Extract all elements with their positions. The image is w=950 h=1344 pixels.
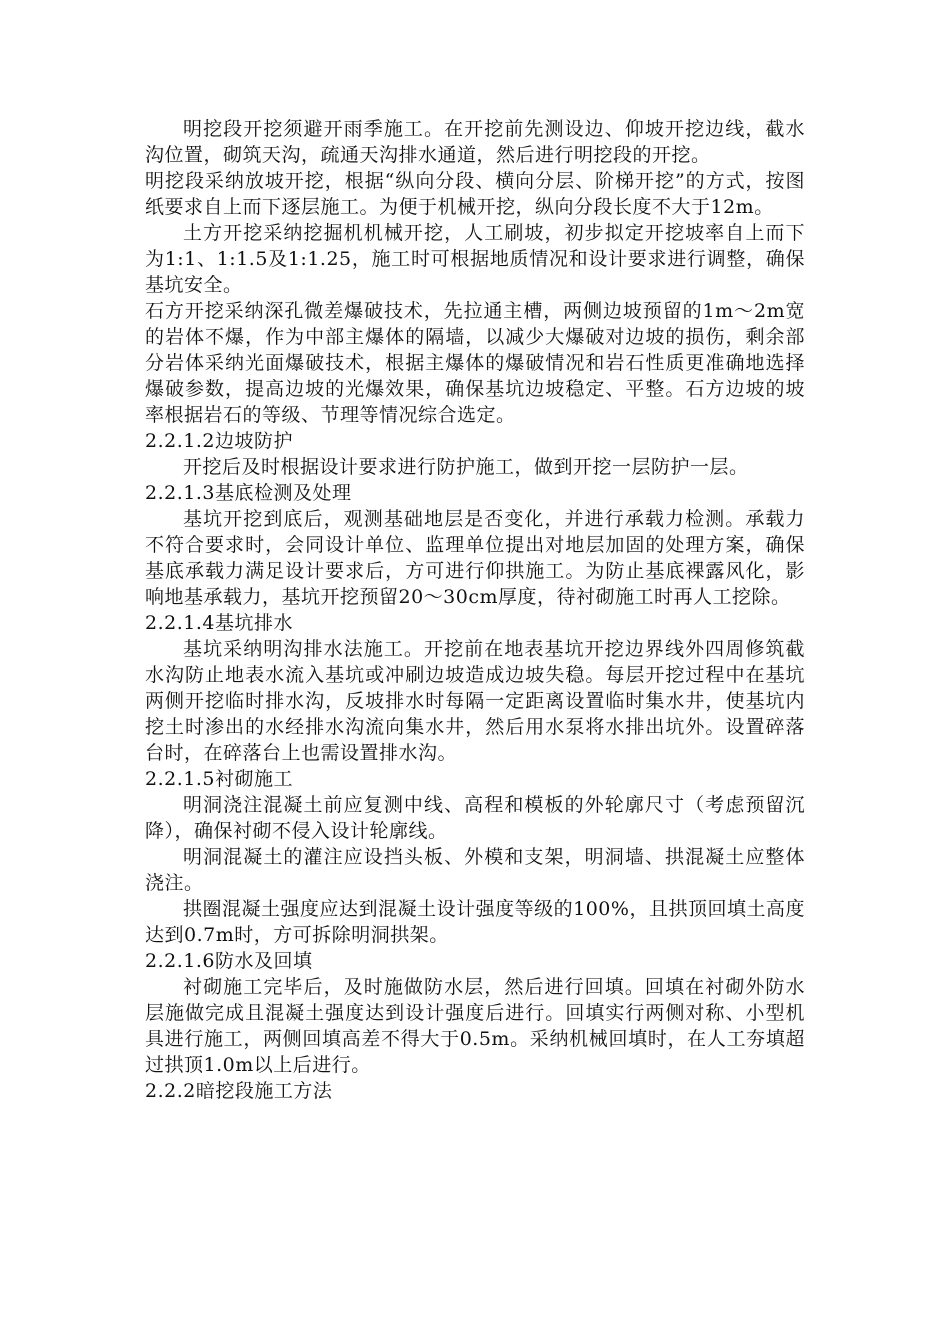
paragraph-slope-protection: 开挖后及时根据设计要求进行防护施工，做到开挖一层防护一层。 (183, 456, 749, 478)
paragraph-earthwork-excavation: 土方开挖采纳挖掘机机械开挖，人工刷坡，初步拟定开挖坡率自上而下为1:1、1:1.5及1:1.25，施工时可根据地质情况和设计要求进行调整，确保基坑安全。 (145, 222, 805, 296)
section-heading-undercut-method: 2.2.2暗挖段施工方法 (145, 1080, 333, 1102)
paragraph-rock-blasting: 石方开挖采纳深孔微差爆破技术，先拉通主槽，两侧边坡预留的1m～2m宽的岩体不爆，作为中部主爆体的隔墙，以减少大爆破对边坡的损伤，剩余部分岩体采纳光面爆破技术，根据主爆体的爆破情况和岩石性质更准确地选择爆破参数，提高边坡的光爆效果，确保基坑边坡稳定、平整。石方边坡的坡率根据岩石的等级、节理等情况综合选定。 (145, 300, 805, 426)
section-heading-lining-construction: 2.2.1.5衬砌施工 (145, 768, 293, 790)
paragraph-open-cut-excavation-season: 明挖段开挖须避开雨季施工。在开挖前先测设边、仰坡开挖边线，截水沟位置，砌筑天沟，疏通天沟排水通道，然后进行明挖段的开挖。 (145, 118, 805, 166)
paragraph-waterproofing-backfill: 衬砌施工完毕后，及时施做防水层，然后进行回填。回填在衬砌外防水层施做完成且混凝土强度达到设计强度后进行。回填实行两侧对称、小型机具进行施工，两侧回填高差不得大于0.5m。采纳机械回填时，在人工夯填超过拱顶1.0m以上后进行。 (145, 976, 805, 1076)
paragraph-pit-drainage: 基坑采纳明沟排水法施工。开挖前在地表基坑开挖边界线外四周修筑截水沟防止地表水流入基坑或冲刷边坡造成边坡失稳。每层开挖过程中在基坑两侧开挖临时排水沟，反坡排水时每隔一定距离设置临时集水井，使基坑内挖土时渗出的水经排水沟流向集水井，然后用水泵将水排出坑外。设置碎落台时，在碎落台上也需设置排水沟。 (145, 638, 805, 764)
paragraph-arch-strength: 拱圈混凝土强度应达到混凝土设计强度等级的100%，且拱顶回填土高度达到0.7m时，方可拆除明洞拱架。 (145, 898, 805, 946)
section-heading-waterproofing-backfill: 2.2.1.6防水及回填 (145, 950, 313, 972)
paragraph-lining-pouring: 明洞混凝土的灌注应设挡头板、外模和支架，明洞墙、拱混凝土应整体浇注。 (145, 846, 805, 894)
paragraph-base-inspection: 基坑开挖到底后，观测基础地层是否变化，并进行承载力检测。承载力不符合要求时，会同设计单位、监理单位提出对地层加固的处理方案，确保基底承载力满足设计要求后，方可进行仰拱施工。为防止基底裸露风化，影响地基承载力，基坑开挖预留20～30cm厚度，待衬砌施工时再人工挖除。 (145, 508, 805, 608)
paragraph-lining-survey: 明洞浇注混凝土前应复测中线、高程和模板的外轮廓尺寸（考虑预留沉降），确保衬砌不侵入设计轮廓线。 (145, 794, 805, 842)
document-page (145, 116, 805, 1104)
section-heading-base-inspection: 2.2.1.3基底检测及处理 (145, 482, 352, 504)
section-heading-slope-protection: 2.2.1.2边坡防护 (145, 430, 293, 452)
paragraph-slope-excavation-method: 明挖段采纳放坡开挖，根据“纵向分段、横向分层、阶梯开挖”的方式，按图纸要求自上而下逐层施工。为便于机械开挖，纵向分段长度不大于12m。 (145, 170, 805, 218)
section-heading-pit-drainage: 2.2.1.4基坑排水 (145, 612, 293, 634)
